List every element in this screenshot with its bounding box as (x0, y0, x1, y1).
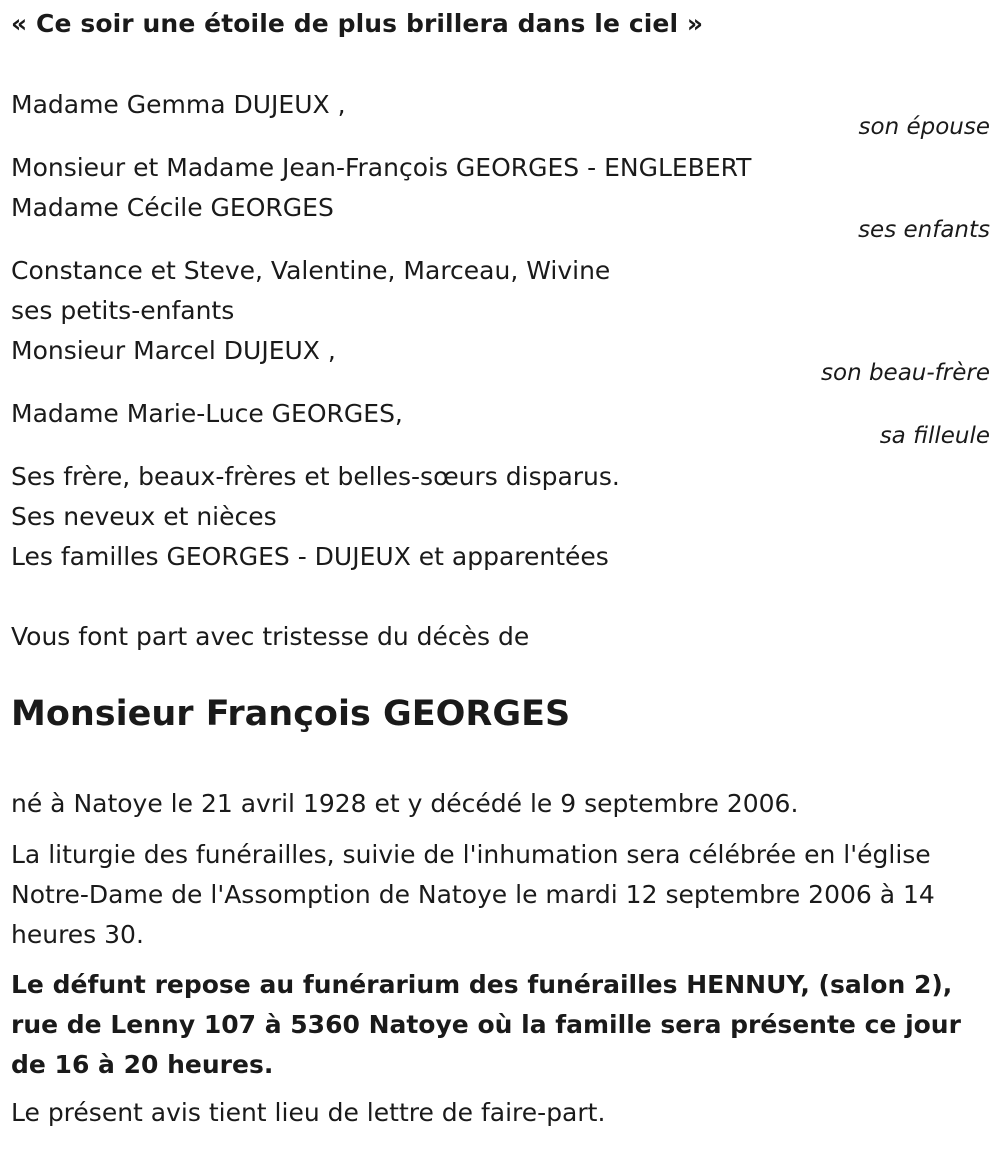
relation-brother-in-law: son beau-frère (821, 360, 990, 386)
family-line-brother-in-law: Monsieur Marcel DUJEUX , (11, 336, 336, 365)
announcement-text: Vous font part avec tristesse du décès de (11, 622, 530, 651)
family-line-nephews: Ses neveux et nièces (11, 502, 277, 531)
family-line-goddaughter: Madame Marie-Luce GEORGES, (11, 399, 403, 428)
family-line-spouse: Madame Gemma DUJEUX , (11, 90, 346, 119)
birth-death-text: né à Natoye le 21 avril 1928 et y décédé le 9 septembre 2006. (11, 789, 799, 818)
closing-text: Le présent avis tient lieu de lettre de faire-part. (11, 1098, 606, 1127)
liturgy-text: La liturgie des funérailles, suivie de l'inhumation sera célébrée en l'église Notre-Dame de l'Assomption de Natoye le mardi 12 septembre 2006 à 14 heures 30. (11, 840, 935, 949)
family-line-grandchildren-label: ses petits-enfants (11, 296, 235, 325)
family-line-child-2: Madame Cécile GEORGES (11, 193, 334, 222)
relation-children: ses enfants (858, 217, 990, 243)
deceased-name: Monsieur François GEORGES (11, 694, 571, 734)
family-line-grandchildren: Constance et Steve, Valentine, Marceau, Wivine (11, 256, 611, 285)
visitation-text: Le défunt repose au funérarium des funérailles HENNUY, (salon 2), rue de Lenny 107 à 5360 Natoye où la famille sera présente ce jour de 16 à 20 heures. (11, 970, 961, 1079)
family-line-siblings: Ses frère, beaux-frères et belles-sœurs disparus. (11, 462, 620, 491)
relation-goddaughter: sa filleule (879, 423, 990, 449)
family-line-families: Les familles GEORGES - DUJEUX et apparentées (11, 542, 609, 571)
relation-spouse: son épouse (858, 114, 990, 140)
family-line-child-1: Monsieur et Madame Jean-François GEORGES - ENGLEBERT (11, 153, 752, 182)
opening-quote: « Ce soir une étoile de plus brillera dans le ciel » (11, 9, 704, 38)
